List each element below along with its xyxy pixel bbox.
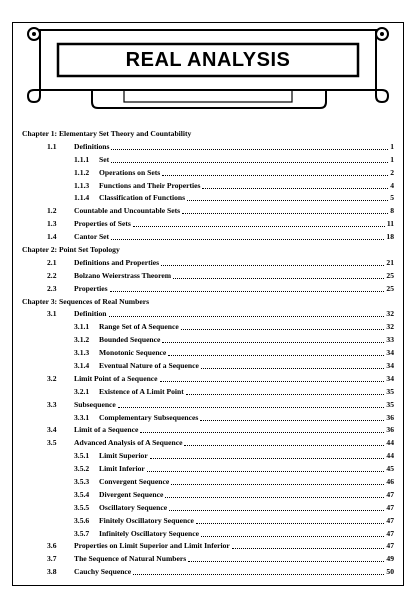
entry-title: Limit Superior [99, 451, 148, 461]
entry-page-number: 44 [386, 438, 394, 448]
entry-page-number: 46 [386, 477, 394, 487]
entry-number: 3.3 [47, 399, 57, 409]
toc-subsection-entry[interactable] [22, 180, 394, 193]
entry-page-number: 34 [386, 373, 394, 383]
dot-leader [109, 308, 385, 321]
entry-number: 3.5.7 [74, 528, 90, 538]
toc-subsection-entry[interactable] [22, 321, 394, 334]
dot-leader [182, 205, 388, 218]
entry-title: Definition [74, 309, 107, 319]
toc-subsection-entry[interactable] [22, 154, 394, 167]
entry-title: Finitely Oscillatory Sequence [99, 515, 194, 525]
toc-subsection-entry[interactable] [22, 386, 394, 399]
dot-leader [202, 180, 388, 193]
dot-leader [196, 515, 384, 528]
entry-title: Advanced Analysis of A Sequence [74, 438, 183, 448]
dot-leader [169, 502, 384, 515]
entry-title: Cauchy Sequence [74, 567, 132, 577]
dot-leader [118, 399, 385, 412]
toc-subsection-entry[interactable] [22, 192, 394, 205]
entry-title: Bounded Sequence [99, 335, 161, 345]
dot-leader [133, 218, 385, 231]
entry-number: 1.1.4 [74, 193, 90, 203]
entry-title: Monotonic Sequence [99, 348, 167, 358]
dot-leader [140, 424, 384, 437]
entry-page-number: 47 [386, 502, 394, 512]
entry-number: 2.1 [47, 257, 57, 267]
scroll-roll-right [376, 32, 388, 102]
table-of-contents [22, 128, 394, 579]
toc-subsection-entry[interactable] [22, 489, 394, 502]
entry-page-number: 34 [386, 348, 394, 358]
entry-page-number: 34 [386, 361, 394, 371]
entry-number: 3.8 [47, 567, 57, 577]
toc-section-entry[interactable] [22, 553, 394, 566]
entry-title: Existence of A Limit Point [99, 386, 184, 396]
toc-section-entry[interactable] [22, 437, 394, 450]
entry-number: 3.1.1 [74, 322, 90, 332]
entry-number: 3.2 [47, 373, 57, 383]
entry-title: Properties on Limit Superior and Limit Inferior [74, 541, 230, 551]
entry-page-number: 5 [390, 193, 394, 203]
entry-number: 3.5.5 [74, 502, 90, 512]
entry-page-number: 2 [390, 167, 394, 177]
entry-number: 3.5.3 [74, 477, 90, 487]
toc-section-entry[interactable] [22, 399, 394, 412]
dot-leader [160, 373, 385, 386]
dot-leader [110, 283, 385, 296]
dot-leader [201, 360, 385, 373]
entry-page-number: 44 [386, 451, 394, 461]
entry-page-number: 36 [386, 412, 394, 422]
chapter-title: Chapter 1: Elementary Set Theory and Countability [22, 129, 192, 138]
scroll-roll-left [28, 32, 40, 102]
entry-title: Limit of a Sequence [74, 425, 139, 435]
dot-leader [162, 334, 384, 347]
toc-section-entry[interactable] [22, 308, 394, 321]
entry-page-number: 47 [386, 515, 394, 525]
entry-number: 1.1.1 [74, 154, 90, 164]
entry-number: 3.7 [47, 554, 57, 564]
toc-subsection-entry[interactable] [22, 463, 394, 476]
entry-number: 3.6 [47, 541, 57, 551]
dot-leader [187, 192, 388, 205]
toc-section-entry[interactable] [22, 205, 394, 218]
dot-leader [181, 321, 385, 334]
entry-title: Limit Point of a Sequence [74, 373, 158, 383]
entry-title: Functions and Their Properties [99, 180, 201, 190]
entry-title: Range Set of A Sequence [99, 322, 179, 332]
toc-section-entry[interactable] [22, 424, 394, 437]
entry-number: 3.1.3 [74, 348, 90, 358]
entry-title: Operations on Sets [99, 167, 161, 177]
entry-number: 3.5.1 [74, 451, 90, 461]
dot-leader [147, 463, 385, 476]
toc-subsection-entry[interactable] [22, 476, 394, 489]
entry-page-number: 21 [386, 257, 394, 267]
entry-title: Complementary Subsequences [99, 412, 199, 422]
entry-page-number: 1 [390, 154, 394, 164]
entry-number: 3.5 [47, 438, 57, 448]
entry-title: Set [99, 154, 110, 164]
entry-number: 1.3 [47, 219, 57, 229]
entry-title: Subsequence [74, 399, 116, 409]
entry-number: 2.2 [47, 270, 57, 280]
dot-leader [171, 476, 384, 489]
toc-section-entry[interactable] [22, 218, 394, 231]
dot-leader [173, 270, 384, 283]
dot-leader [150, 450, 385, 463]
chapter-title: Chapter 2: Point Set Topology [22, 245, 120, 255]
entry-number: 3.3.1 [74, 412, 90, 422]
entry-number: 3.4 [47, 425, 57, 435]
entry-page-number: 50 [386, 567, 394, 577]
entry-number: 3.5.4 [74, 489, 90, 499]
dot-leader [111, 154, 388, 167]
entry-number: 3.1.2 [74, 335, 90, 345]
entry-number: 1.1.3 [74, 180, 90, 190]
chapter-title: Chapter 3: Sequences of Real Numbers [22, 296, 150, 306]
dot-leader [232, 541, 385, 554]
entry-number: 1.1 [47, 141, 57, 151]
toc-section-entry[interactable] [22, 231, 394, 244]
toc-subsection-entry[interactable] [22, 412, 394, 425]
entry-page-number: 45 [386, 464, 394, 474]
toc-section-entry[interactable] [22, 257, 394, 270]
toc-subsection-entry[interactable] [22, 347, 394, 360]
toc-chapter-heading[interactable] [22, 128, 394, 141]
entry-page-number: 32 [386, 309, 394, 319]
toc-chapter-heading[interactable] [22, 244, 394, 257]
dot-leader [111, 141, 388, 154]
entry-page-number: 32 [386, 322, 394, 332]
dot-leader [184, 437, 384, 450]
dot-leader [111, 231, 384, 244]
toc-subsection-entry[interactable] [22, 502, 394, 515]
dot-leader [188, 553, 384, 566]
book-title: REAL ANALYSIS [125, 48, 291, 71]
toc-section-entry[interactable] [22, 566, 394, 579]
dot-leader [200, 412, 384, 425]
toc-subsection-entry[interactable] [22, 528, 394, 541]
entry-page-number: 47 [386, 489, 394, 499]
entry-page-number: 49 [386, 554, 394, 564]
entry-title: Definitions and Properties [74, 257, 160, 267]
dot-leader [161, 257, 384, 270]
entry-page-number: 18 [386, 232, 394, 242]
dot-leader [165, 489, 384, 502]
entry-page-number: 47 [386, 528, 394, 538]
entry-number: 1.4 [47, 232, 57, 242]
entry-page-number: 11 [386, 219, 394, 229]
entry-page-number: 35 [386, 399, 394, 409]
entry-title: Countable and Uncountable Sets [74, 206, 181, 216]
entry-number: 1.1.2 [74, 167, 90, 177]
toc-subsection-entry[interactable] [22, 360, 394, 373]
toc-subsection-entry[interactable] [22, 334, 394, 347]
entry-title: Cantor Set [74, 232, 110, 242]
dot-leader [133, 566, 384, 579]
toc-chapter-heading[interactable] [22, 296, 394, 309]
entry-number: 3.5.6 [74, 515, 90, 525]
entry-page-number: 33 [386, 335, 394, 345]
entry-page-number: 4 [390, 180, 394, 190]
toc-section-entry[interactable] [22, 141, 394, 154]
toc-subsection-entry[interactable] [22, 515, 394, 528]
entry-number: 3.1.4 [74, 361, 90, 371]
entry-title: Divergent Sequence [99, 489, 164, 499]
entry-number: 1.2 [47, 206, 57, 216]
toc-subsection-entry[interactable] [22, 450, 394, 463]
entry-title: Convergent Sequence [99, 477, 170, 487]
entry-title: Oscillatory Sequence [99, 502, 168, 512]
entry-title: The Sequence of Natural Numbers [74, 554, 187, 564]
dot-leader [162, 167, 388, 180]
entry-page-number: 8 [390, 206, 394, 216]
entry-title: Properties [74, 283, 108, 293]
entry-title: Eventual Nature of a Sequence [99, 361, 199, 371]
entry-title: Properties of Sets [74, 219, 131, 229]
entry-title: Definitions [74, 141, 110, 151]
entry-page-number: 36 [386, 425, 394, 435]
entry-page-number: 35 [386, 386, 394, 396]
entry-page-number: 47 [386, 541, 394, 551]
entry-page-number: 25 [386, 283, 394, 293]
toc-section-entry[interactable] [22, 270, 394, 283]
dot-leader [201, 528, 384, 541]
entry-page-number: 1 [390, 141, 394, 151]
entry-number: 2.3 [47, 283, 57, 293]
toc-section-entry[interactable] [22, 541, 394, 554]
entry-number: 3.5.2 [74, 464, 90, 474]
entry-number: 3.1 [47, 309, 57, 319]
entry-title: Infinitely Oscillatory Sequence [99, 528, 199, 538]
toc-subsection-entry[interactable] [22, 167, 394, 180]
dot-leader [168, 347, 384, 360]
toc-section-entry[interactable] [22, 373, 394, 386]
entry-page-number: 25 [386, 270, 394, 280]
entry-number: 3.2.1 [74, 386, 90, 396]
entry-title: Classification of Functions [99, 193, 186, 203]
entry-title: Bolzano Weierstrass Theorem [74, 270, 172, 280]
toc-section-entry[interactable] [22, 283, 394, 296]
dot-leader [186, 386, 385, 399]
entry-title: Limit Inferior [99, 464, 145, 474]
